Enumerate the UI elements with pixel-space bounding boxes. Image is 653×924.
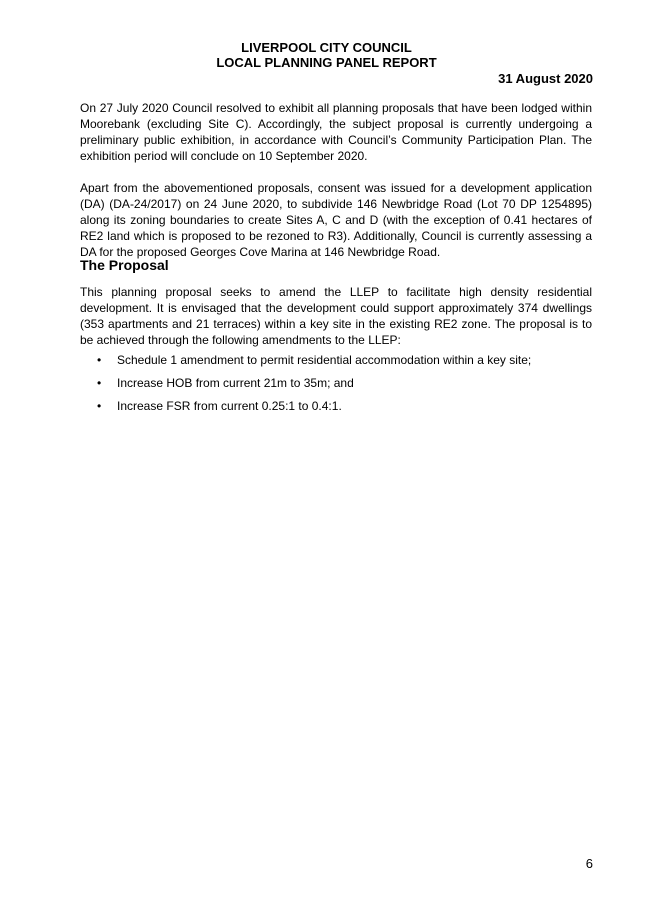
paragraph-exhibition: On 27 July 2020 Council resolved to exhibit all planning proposals that have been lodged within Moorebank (excluding Site C). Accordingly, the subject proposal is currently undergoing a preliminary public exhibition, in accordance with Council’s Community Participation Plan. The exhibition period will conclude on 10 September 2020. [80,101,592,163]
list-item [80,398,592,421]
report-title: LOCAL PLANNING PANEL REPORT [216,55,437,70]
report-date: 31 August 2020 [498,71,593,86]
list-item-text: Schedule 1 amendment to permit residential accommodation within a key site; [117,353,532,367]
list-item [80,352,592,375]
page-number: 6 [585,856,593,871]
paragraph-development-application: Apart from the abovementioned proposals, consent was issued for a development application (DA) (DA-24/2017) on 24 June 2020, to subdivide 146 Newbridge Road (Lot 70 DP 1254895) along its zoning boundaries to create Sites A, C and D (with the exception of 0.41 hectares of RE2 land which is proposed to be rezoned to R3). Additionally, Council is currently assessing a DA for the proposed Georges Cove Marina at 146 Newbridge Road. [80,181,592,259]
bullet-icon: • [97,399,102,413]
section-heading-proposal: The Proposal [80,257,169,273]
bullet-icon: • [97,376,102,390]
council-name-text: LIVERPOOL CITY COUNCIL [241,40,412,55]
bullet-icon: • [97,353,102,367]
list-item [80,375,592,398]
paragraph-proposal: This planning proposal seeks to amend the LLEP to facilitate high density residential development. It is envisaged that the development could support approximately 374 dwellings (353 apartments and 21 terraces) within a key site in the existing RE2 zone. The proposal is to be achieved through the following amendments to the LLEP: [80,285,592,347]
council-name [0,40,653,55]
amendments-list [80,352,592,421]
list-item-text: Increase FSR from current 0.25:1 to 0.4:1. [117,399,342,413]
list-item-text: Increase HOB from current 21m to 35m; and [117,376,354,390]
